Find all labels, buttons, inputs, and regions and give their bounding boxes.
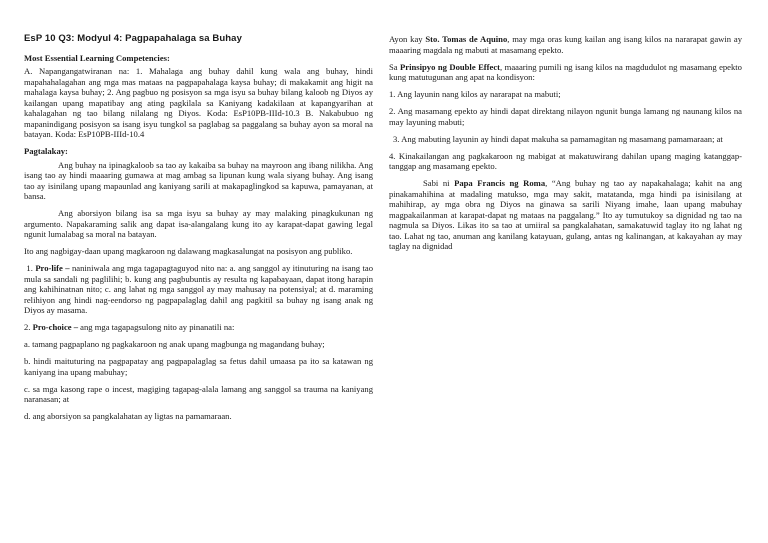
prochoice-item-d: d. ang aborsiyon sa pangkalahatan ay ligtas na pamamaraan. [24,411,232,421]
prochoice-item-b: b. hindi maituturing na pagpapatay ang pagpapalaglag sa fetus dahil umaasa pa ito sa katawan ng kaniyang ina upang mabuhay; [24,356,373,377]
discussion-heading: Pagtalakay: [24,146,68,156]
double-post: , maaaring pumili ng isang kilos na magdudulot ng masamang epekto kung matutugunan ang apat na kondisyon: [389,61,742,82]
prochoice-label: Pro-choice – [32,322,79,332]
right-column [389,34,742,258]
discussion-paragraph-2: Ang aborsiyon bilang isa sa mga isyu sa buhay ay may malaking pinagkukunan ng argumento. Napakaraming salik ang dapat isa-alangalang kung ito ay karapat-dapat gawing legal ngunit lumalabag sa moral na batayan. [24,208,373,239]
double-pre: Sa [389,61,401,72]
double-effect-paragraph [389,62,742,83]
francis-paragraph [389,178,742,252]
aquino-pre: Ayon kay [389,34,426,44]
condition-2: 2. Ang masamang epekto ay hindi dapat direktang nilayon ngunit bunga lamang ng naunang kilos na may layuning mabuti; [389,106,742,127]
aquino-paragraph [389,34,742,55]
prochoice-text: ang mga tagapagsulong nito ay pinanatili na: [78,322,235,332]
condition-3: 3. Ang mabuting layunin ay hindi dapat makuha sa pamamagitan ng masamang pamamaraan; at [393,133,723,144]
francis-name: Papa Francis ng Roma [454,178,546,188]
prolife-paragraph: 1. Pro-life – naniniwala ang mga tagapagtaguyod nito na: a. ang sanggol ay itinuturing na isang tao mula sa sandali ng paglilihi; b. kung ang pagbubuntis ay resulta ng kapabayaan, dapat itong harapin ang kahihinatnan nito; c. ang lahat ng mga sanggol ay may mahusay na potensiyal; at d. maraming relihiyon ang hindi nag-eendorso ng pagpapalaglag dahil ang pagkitil sa buhay ng isang anak ng Diyos ay masama. [24,263,373,315]
prochoice-item-c: c. sa mga kasong rape o incest, magiging tagapag-alala lamang ang sanggol sa trauma na kaniyang naranasan; at [24,383,373,404]
condition-1: 1. Ang layunin nang kilos ay nararapat na mabuti; [389,89,561,99]
prochoice-paragraph: 2. Pro-choice – ang mga tagapagsulong nito ay pinanatili na: [24,322,235,332]
condition-4: 4. Kinakailangan ang pagkakaroon ng mabigat at makatuwirang dahilan upang maging katanggap-tanggap ang masamang epekto. [389,150,742,171]
prochoice-item-a: a. tamang pagpaplano ng pagkakaroon ng anak upang magbunga ng magandang buhay; [24,339,325,349]
double-effect-name: Prinsipyo ng Double Effect [400,61,501,72]
francis-post: , “Ang buhay ng tao ay napakahalaga; kahit na ang pinakamahihina at madaling matukso, mga may sakit, matatanda, mga hindi pa isinisilang at mahihirap, ay mga obra ng Diyos na ginawa sa sarili Niyang imahe, laan upang mabuhay magpakailanman at karapat-dapat ng mataas na paggalang.” Ito ay tumutukoy sa dignidad ng tao na nagmula sa Diyos. Likas ito sa tao at umiiral sa pangkalahatan, samakatuwid taglay ito ng lahat ng tao. Lahat ng tao, anuman ang kanilang katayuan, gulang, antas ng kalinangan, at kakayahan ay may taglay na dignidad [389,178,742,251]
left-column [24,34,373,428]
aquino-name: Sto. Tomas de Aquino [425,34,508,44]
prolife-label: Pro-life – [35,263,70,273]
francis-pre: Sabi ni [423,178,455,188]
prolife-text: naniniwala ang mga tagapagtaguyod nito na: a. ang sanggol ay itinuturing na isang tao mula sa sandali ng paglilihi; b. kung ang pagbubuntis ay resulta ng kapabayaan, dapat itong harapin ang kahihinatnan nito; c. ang lahat ng mga sanggol ay may mahusay na potensiyal; at d. maraming relihiyon ang hindi nag-eendorso ng pagpapalaglag dahil ang pagkitil sa buhay ng isang anak ng Diyos ay masama. [24,263,373,315]
discussion-paragraph-3: Ito ang nagbigay-daan upang magkaroon ng dalawang magkasalungat na posisyon ang publiko. [24,246,353,256]
competency-text: A. Napangangatwiranan na: 1. Mahalaga ang buhay dahil kung wala ang buhay, hindi mapahahalagahan ang mga mas mataas na pagpapahalaga kaysa buhay; di makakamit ang higit na mahalaga kaysa buhay; 2. Ang pagbuo ng posisyon sa mga isyu sa buhay bilang kaloob ng Diyos ay kailangan upang mapatibay ang ating pagkilala sa Kaniyang kadakilaan at kapangyarihan at kahalagahan ng tao bilang nilalang ng Diyos. Koda: EsP10PB-IIId-10.3 B. Nakabubuo ng mapanindigang posisyon sa isang isyu tungkol sa paglabag sa paggalang sa buhay ayon sa moral na batayan. Koda: EsP10PB-IIId-10.4 [24,66,373,139]
discussion-paragraph-1: Ang buhay na ipinagkaloob sa tao ay kakaiba sa buhay na mayroon ang ibang nilikha. Ang isang tao ay hindi maaaring gumawa at mag ambag sa lipunan kung wala siyang buhay. Ang isang tao ay isinilang upang mapaunlad ang kaniyang sarili at makapaglingkod sa kapuwa, pamayanan, at bansa. [24,159,373,201]
page-title: EsP 10 Q3: Modyul 4: Pagpapahalaga sa Buhay [24,33,242,44]
aquino-post: , may mga oras kung kailan ang isang kilos na nararapat gawin ay maaaring magdala ng mabuti at masamang epekto. [389,34,743,55]
competency-heading: Most Essential Learning Competencies: [24,52,170,63]
